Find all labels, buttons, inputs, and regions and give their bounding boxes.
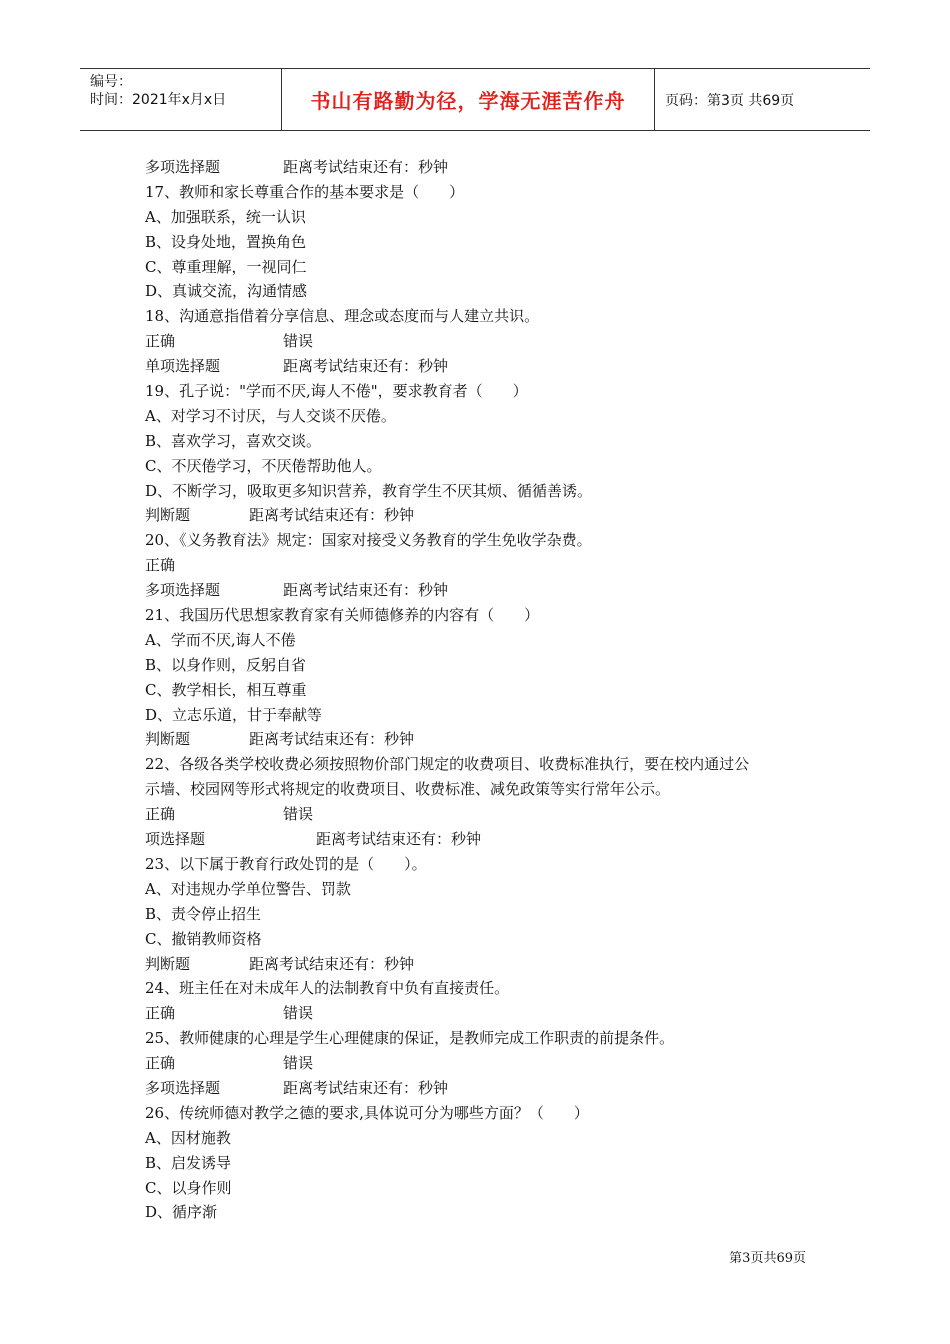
line-text: 26、传统师德对教学之德的要求,具体说可分为哪些方面？（ ） [145, 1103, 589, 1122]
line-text: 判断题 [145, 506, 191, 525]
content-line [145, 603, 825, 628]
content-line [145, 404, 825, 429]
line-text: C、撤销教师资格 [145, 929, 262, 948]
content-line [145, 230, 825, 255]
content-line [145, 454, 825, 479]
line-text: 25、教师健康的心理是学生心理健康的保证，是教师完成工作职责的前提条件。 [145, 1029, 675, 1048]
content-line [145, 877, 825, 902]
content-line [145, 1200, 825, 1225]
line-text: A、加强联系，统一认识 [145, 207, 306, 226]
line-text: 示墙、校园网等形式将规定的收费项目、收费标准、减免政策等实行常年公示。 [145, 780, 671, 799]
content-line [145, 777, 825, 802]
content-line [145, 628, 825, 653]
line-secondary-text: 距离考试结束还有：秒钟 [283, 581, 449, 600]
line-text: 单项选择题 [145, 357, 221, 376]
line-text: D、立志乐道，甘于奉献等 [145, 705, 323, 724]
line-text: 24、班主任在对未成年人的法制教育中负有直接责任。 [145, 979, 510, 998]
page-code-label: 页码：第3页 共69页 [665, 92, 795, 109]
line-secondary-text: 距离考试结束还有：秒钟 [283, 158, 449, 176]
line-secondary-text: 距离考试结束还有：秒钟 [316, 830, 482, 849]
line-secondary-text: 距离考试结束还有：秒钟 [283, 1078, 449, 1097]
header-motto-cell [282, 69, 655, 130]
content-line [145, 952, 825, 977]
line-text: B、启发诱导 [145, 1153, 232, 1172]
line-text: 19、孔子说："学而不厌,诲人不倦"，要求教育者（ ） [145, 382, 528, 401]
content-line [145, 155, 825, 180]
content-line [145, 279, 825, 304]
content-line [145, 1126, 825, 1151]
content-line [145, 180, 825, 205]
line-text: 21、我国历代思想家教育家有关师德修养的内容有（ ） [145, 606, 540, 625]
content-line [145, 528, 825, 553]
line-text: B、设身处地，置换角色 [145, 232, 307, 251]
line-text: C、不厌倦学习，不厌倦帮助他人。 [145, 456, 382, 475]
line-text: C、教学相长，相互尊重 [145, 680, 307, 699]
content-line [145, 205, 825, 230]
line-text: B、以身作则，反躬自省 [145, 655, 307, 674]
content-line [145, 553, 825, 578]
line-text: 18、沟通意指借着分享信息、理念或态度而与人建立共识。 [145, 307, 540, 326]
document-number-label: 编号： [90, 74, 132, 90]
header-page-cell [655, 69, 870, 130]
line-text: 正确 [145, 805, 176, 824]
content-line [145, 1176, 825, 1201]
line-text: 多项选择题 [145, 158, 221, 176]
line-secondary-text: 距离考试结束还有：秒钟 [283, 357, 449, 376]
content-line [145, 802, 825, 827]
line-text: 17、教师和家长尊重合作的基本要求是（ ） [145, 182, 465, 201]
content-line [145, 678, 825, 703]
content-line [145, 1001, 825, 1026]
line-text: A、因材施教 [145, 1128, 231, 1147]
content-line [145, 852, 825, 877]
content-line [145, 752, 825, 777]
content-line [145, 827, 825, 852]
line-text: 22、各级各类学校收费必须按照物价部门规定的收费项目、收费标准执行，要在校内通过公 [145, 755, 750, 774]
line-secondary-text: 距离考试结束还有：秒钟 [249, 954, 415, 973]
line-secondary-text: 距离考试结束还有：秒钟 [249, 730, 415, 749]
content-line [145, 255, 825, 280]
line-text: 20、《义务教育法》规定：国家对接受义务教育的学生免收学杂费。 [145, 531, 592, 550]
content-line [145, 354, 825, 379]
header-meta-cell [80, 69, 282, 130]
motto-text: 书山有路勤为径，学海无涯苦作舟 [310, 89, 626, 113]
content-line [145, 1101, 825, 1126]
line-text: 项选择题 [145, 830, 206, 849]
content-line [145, 1151, 825, 1176]
content-line [145, 503, 825, 528]
line-secondary-text: 错误 [283, 805, 314, 824]
content-line [145, 429, 825, 454]
content-line [145, 703, 825, 728]
line-text: B、责令停止招生 [145, 904, 262, 923]
line-text: A、学而不厌,诲人不倦 [145, 630, 296, 649]
content-line [145, 1076, 825, 1101]
document-date-label: 时间：2021年x月x日 [90, 92, 227, 108]
content-line [145, 379, 825, 404]
line-text: C、尊重理解，一视同仁 [145, 257, 307, 276]
content-line [145, 329, 825, 354]
question-content [145, 155, 825, 1225]
line-text: 判断题 [145, 954, 191, 973]
line-secondary-text: 错误 [283, 1054, 314, 1073]
line-secondary-text: 错误 [283, 332, 314, 351]
line-text: B、喜欢学习，喜欢交谈。 [145, 431, 322, 450]
line-text: 正确 [145, 1054, 176, 1073]
content-line [145, 727, 825, 752]
line-text: 正确 [145, 1004, 176, 1023]
content-line [145, 927, 825, 952]
line-text: D、真诚交流，沟通情感 [145, 282, 308, 301]
line-text: 多项选择题 [145, 1078, 221, 1097]
line-text: 正确 [145, 556, 176, 575]
page-footer: 第3页共69页 [729, 1251, 806, 1266]
line-secondary-text: 距离考试结束还有：秒钟 [249, 506, 415, 525]
content-line [145, 479, 825, 504]
content-line [145, 976, 825, 1001]
line-text: D、循序渐 [145, 1203, 218, 1222]
line-text: A、对学习不讨厌，与人交谈不厌倦。 [145, 406, 396, 425]
line-text: 23、以下属于教育行政处罚的是（ ）。 [145, 854, 427, 873]
line-secondary-text: 错误 [283, 1004, 314, 1023]
content-line [145, 304, 825, 329]
content-line [145, 653, 825, 678]
line-text: A、对违规办学单位警告、罚款 [145, 879, 351, 898]
content-line [145, 1026, 825, 1051]
content-line [145, 1051, 825, 1076]
page-header [80, 68, 870, 131]
line-text: D、不断学习，吸取更多知识营养，教育学生不厌其烦、循循善诱。 [145, 481, 593, 500]
line-text: 正确 [145, 332, 176, 351]
line-text: 多项选择题 [145, 581, 221, 600]
line-text: 判断题 [145, 730, 191, 749]
content-line [145, 902, 825, 927]
content-line [145, 578, 825, 603]
line-text: C、以身作则 [145, 1178, 232, 1197]
